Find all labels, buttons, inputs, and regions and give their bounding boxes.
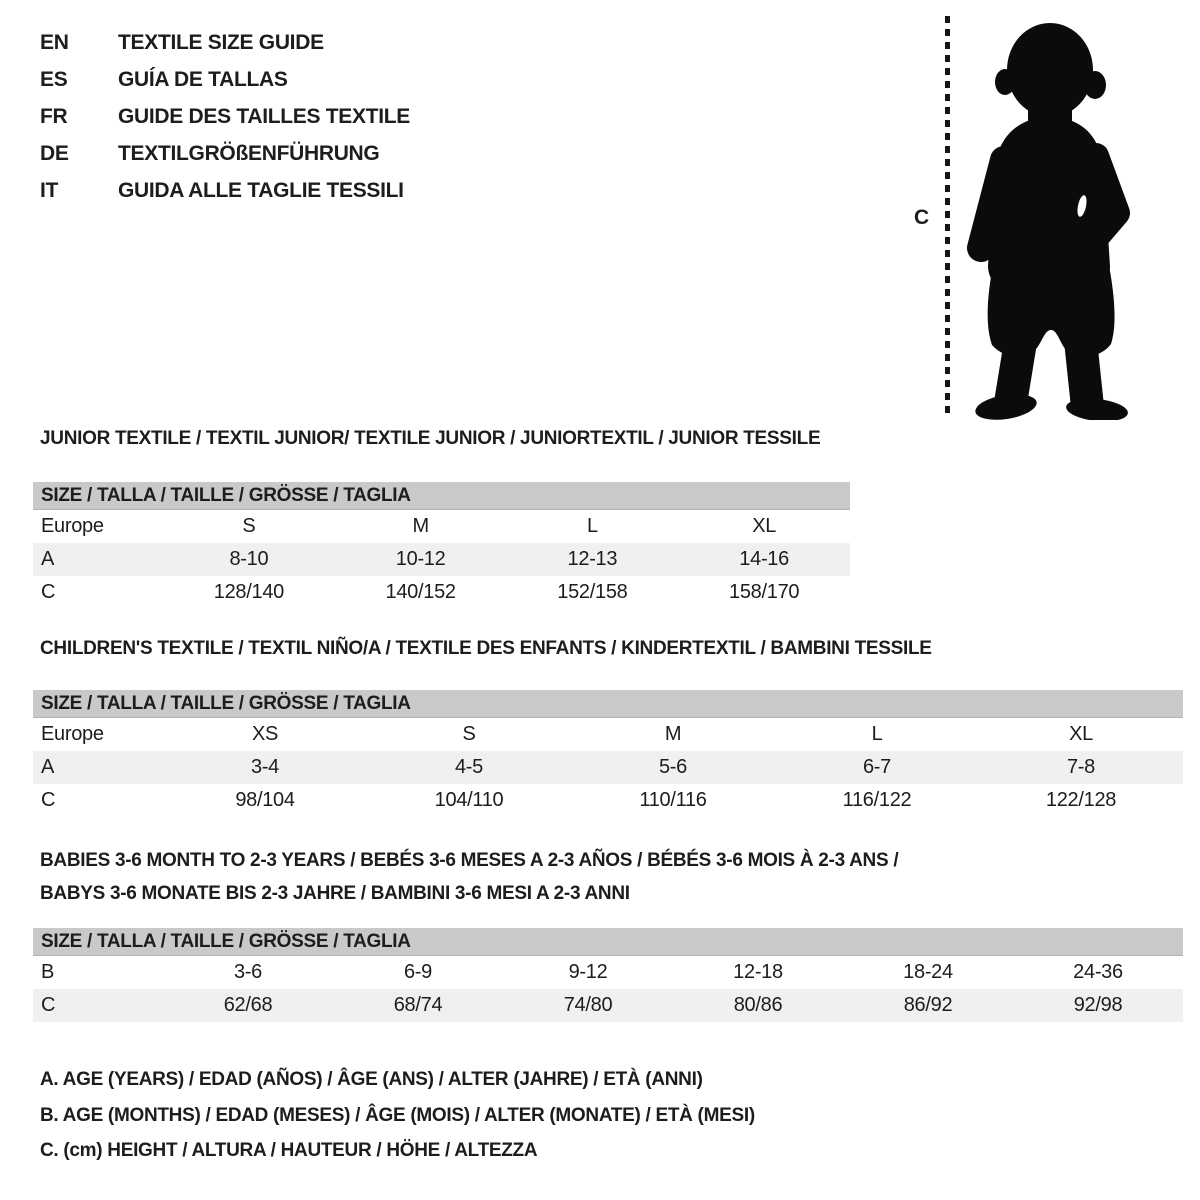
language-row bbox=[40, 172, 410, 209]
table-cell: 18-24 bbox=[903, 961, 953, 983]
data-row-A bbox=[33, 751, 1183, 784]
language-row bbox=[40, 98, 410, 135]
table-cell: 6-9 bbox=[403, 961, 432, 983]
babies-title-line1: BABIES 3-6 MONTH TO 2-3 YEARS / BEBÉS 3-6 MESES A 2-3 AÑOS / BÉBÉS 3-6 MOIS À 2-3 ANS / bbox=[40, 850, 899, 871]
table-cell: 128/140 bbox=[213, 581, 284, 603]
table-cell: 5-6 bbox=[658, 756, 687, 778]
row-label: C bbox=[41, 994, 56, 1016]
legend-age-years: A. AGE (YEARS) / EDAD (AÑOS) / ÂGE (ANS) / ALTER (JAHRE) / ETÀ (ANNI) bbox=[40, 1069, 703, 1090]
children-section-title: CHILDREN'S TEXTILE / TEXTIL NIÑO/A / TEXTILE DES ENFANTS / KINDERTEXTIL / BAMBINI TESSILE bbox=[40, 638, 932, 659]
row-label: C bbox=[41, 581, 56, 603]
table-cell: 68/74 bbox=[393, 994, 443, 1016]
table-cell: 110/116 bbox=[639, 789, 707, 811]
guide-title: GUIDA ALLE TAGLIE TESSILI bbox=[118, 178, 404, 202]
table-cell: XL bbox=[752, 515, 777, 537]
height-dashed-line bbox=[945, 16, 950, 416]
columns-header-row bbox=[33, 718, 1183, 751]
table-cell: M bbox=[412, 515, 429, 537]
table-cell: 4-5 bbox=[454, 756, 483, 778]
row-label: Europe bbox=[41, 515, 104, 537]
table-cell: 158/170 bbox=[729, 581, 800, 603]
children-size-table bbox=[33, 690, 1183, 817]
guide-title: GUÍA DE TALLAS bbox=[118, 67, 288, 91]
table-cell: 92/98 bbox=[1073, 994, 1123, 1016]
babies-section-title bbox=[40, 844, 898, 910]
language-row bbox=[40, 24, 410, 61]
table-cell: 98/104 bbox=[235, 789, 295, 811]
table-cell: XL bbox=[1069, 723, 1093, 745]
junior-section-title: JUNIOR TEXTILE / TEXTIL JUNIOR/ TEXTILE JUNIOR / JUNIORTEXTIL / JUNIOR TESSILE bbox=[40, 428, 821, 449]
language-title-list bbox=[40, 24, 410, 209]
table-cell: 6-7 bbox=[862, 756, 891, 778]
language-row bbox=[40, 135, 410, 172]
table-cell: L bbox=[871, 723, 883, 745]
table-cell: 80/86 bbox=[733, 994, 783, 1016]
table-cell: M bbox=[664, 723, 682, 745]
table-cell: 12-13 bbox=[567, 548, 618, 570]
table-cell: 12-18 bbox=[733, 961, 783, 983]
babies-title-line2: BABYS 3-6 MONATE BIS 2-3 JAHRE / BAMBINI 3-6 MESI A 2-3 ANNI bbox=[40, 883, 630, 904]
table-cell: 140/152 bbox=[385, 581, 456, 603]
table-cell: 74/80 bbox=[563, 994, 613, 1016]
table-cell: 8-10 bbox=[229, 548, 269, 570]
row-label: A bbox=[41, 756, 55, 778]
babies-size-table bbox=[33, 928, 1183, 1022]
data-row-B bbox=[33, 956, 1183, 989]
language-code: FR bbox=[40, 104, 68, 128]
table-cell: 62/68 bbox=[223, 994, 273, 1016]
language-code: DE bbox=[40, 141, 69, 165]
language-code: EN bbox=[40, 30, 69, 54]
table-cell: 24-36 bbox=[1073, 961, 1123, 983]
size-header-bar: SIZE / TALLA / TAILLE / GRÖSSE / TAGLIA bbox=[33, 690, 1183, 718]
data-row-C bbox=[33, 576, 850, 609]
junior-size-table bbox=[33, 482, 850, 609]
measure-c-label: C bbox=[914, 206, 929, 229]
size-header-bar: SIZE / TALLA / TAILLE / GRÖSSE / TAGLIA bbox=[33, 928, 1183, 956]
table-cell: S bbox=[242, 515, 256, 537]
table-cell: L bbox=[586, 515, 598, 537]
language-code: IT bbox=[40, 178, 59, 202]
table-cell: 86/92 bbox=[903, 994, 953, 1016]
table-cell: 7-8 bbox=[1066, 756, 1095, 778]
table-cell: 122/128 bbox=[1045, 789, 1117, 811]
row-label: C bbox=[41, 789, 56, 811]
guide-title: TEXTILGRÖßENFÜHRUNG bbox=[118, 141, 380, 165]
row-label: B bbox=[41, 961, 55, 983]
data-row-C bbox=[33, 989, 1183, 1022]
toddler-silhouette-icon bbox=[958, 10, 1150, 420]
table-cell: 10-12 bbox=[395, 548, 446, 570]
table-cell: XS bbox=[251, 723, 279, 745]
table-cell: 116/122 bbox=[842, 789, 912, 811]
language-row bbox=[40, 61, 410, 98]
legend-height-cm: C. (cm) HEIGHT / ALTURA / HAUTEUR / HÖHE / ALTEZZA bbox=[40, 1140, 538, 1161]
columns-header-row bbox=[33, 510, 850, 543]
table-cell: 3-6 bbox=[233, 961, 262, 983]
table-cell: 14-16 bbox=[739, 548, 789, 570]
table-cell: 152/158 bbox=[557, 581, 628, 603]
table-cell: 104/110 bbox=[434, 789, 504, 811]
guide-title: GUIDE DES TAILLES TEXTILE bbox=[118, 104, 410, 128]
language-code: ES bbox=[40, 67, 68, 91]
row-label: Europe bbox=[41, 723, 104, 745]
table-cell: 3-4 bbox=[250, 756, 279, 778]
table-cell: S bbox=[462, 723, 476, 745]
measurement-legend bbox=[40, 1062, 755, 1169]
row-label: A bbox=[41, 548, 55, 570]
size-header-bar: SIZE / TALLA / TAILLE / GRÖSSE / TAGLIA bbox=[33, 482, 850, 510]
table-cell: 9-12 bbox=[568, 961, 608, 983]
data-row-C bbox=[33, 784, 1183, 817]
data-row-A bbox=[33, 543, 850, 576]
guide-title: TEXTILE SIZE GUIDE bbox=[118, 30, 324, 54]
legend-age-months: B. AGE (MONTHS) / EDAD (MESES) / ÂGE (MOIS) / ALTER (MONATE) / ETÀ (MESI) bbox=[40, 1104, 755, 1126]
